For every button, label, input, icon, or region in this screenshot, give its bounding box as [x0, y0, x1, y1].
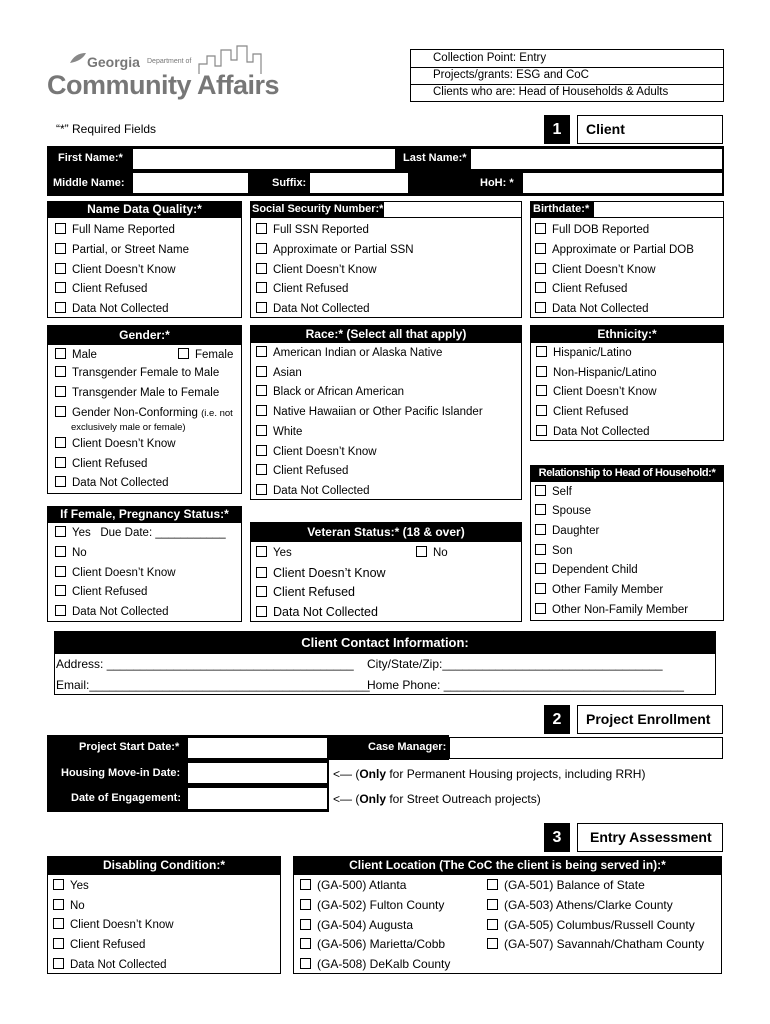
- name-dq-option[interactable]: Full Name Reported: [55, 223, 175, 236]
- checkbox-icon: [55, 476, 66, 487]
- checkbox-icon: [256, 484, 267, 495]
- pregnancy-option[interactable]: Data Not Collected: [55, 605, 169, 618]
- checkbox-icon: [300, 958, 311, 969]
- disabling-option[interactable]: Client Doesn’t Know: [53, 918, 174, 931]
- collection-info-box: [410, 49, 724, 102]
- middle-name-input[interactable]: [132, 172, 249, 194]
- ssn-option[interactable]: Client Doesn’t Know: [256, 263, 377, 276]
- location-option[interactable]: (GA-501) Balance of State: [487, 878, 645, 892]
- section-number: 1: [544, 115, 570, 144]
- last-name-label: Last Name:*: [403, 152, 467, 164]
- checkbox-icon: [55, 366, 66, 377]
- checkbox-icon: [535, 544, 546, 555]
- hoh-label: HoH: *: [480, 177, 514, 189]
- veteran-title: Veteran Status:* (18 & over): [250, 522, 522, 542]
- race-option[interactable]: Data Not Collected: [256, 484, 370, 497]
- suffix-label: Suffix:: [272, 177, 307, 189]
- gender-option[interactable]: Transgender Male to Female: [55, 386, 219, 399]
- last-name-input[interactable]: [470, 148, 723, 170]
- checkbox-icon: [535, 243, 546, 254]
- checkbox-icon: [55, 263, 66, 274]
- checkbox-icon: [535, 504, 546, 515]
- city-state-zip-field[interactable]: City/State/Zip:_________________________________: [367, 657, 663, 671]
- name-dq-option[interactable]: Client Doesn’t Know: [55, 263, 176, 276]
- checkbox-icon: [256, 346, 267, 357]
- checkbox-icon: [536, 346, 547, 357]
- relationship-option[interactable]: Daughter: [535, 524, 599, 537]
- ssn-title: Social Security Number:*: [252, 203, 384, 215]
- name-dq-option[interactable]: Data Not Collected: [55, 302, 169, 315]
- first-name-input[interactable]: [132, 148, 396, 170]
- checkbox-icon: [487, 938, 498, 949]
- checkbox-icon: [256, 282, 267, 293]
- relationship-option[interactable]: Other Non-Family Member: [535, 603, 688, 616]
- disabling-option[interactable]: Client Refused: [53, 938, 145, 951]
- move-in-label: Housing Move-in Date:: [61, 767, 181, 779]
- checkbox-icon: [178, 348, 189, 359]
- checkbox-icon: [55, 437, 66, 448]
- checkbox-icon: [55, 605, 66, 616]
- race-option[interactable]: Client Refused: [256, 464, 348, 477]
- checkbox-icon: [256, 445, 267, 456]
- info-line: Projects/grants: ESG and CoC: [433, 69, 589, 81]
- checkbox-icon: [256, 586, 267, 597]
- veteran-option[interactable]: Client Refused: [256, 585, 355, 599]
- section-title: Entry Assessment: [577, 823, 723, 852]
- checkbox-icon: [55, 223, 66, 234]
- disabling-option[interactable]: Data Not Collected: [53, 958, 167, 971]
- location-option[interactable]: (GA-506) Marietta/Cobb: [300, 937, 445, 951]
- ethnicity-option[interactable]: Client Refused: [536, 405, 628, 418]
- home-phone-field[interactable]: Home Phone: ____________________________________: [367, 678, 684, 692]
- checkbox-icon: [535, 524, 546, 535]
- checkbox-icon: [55, 457, 66, 468]
- ethnicity-option[interactable]: Non-Hispanic/Latino: [536, 366, 657, 379]
- gender-title: Gender:*: [47, 325, 242, 345]
- race-title: Race:* (Select all that apply): [250, 325, 522, 343]
- checkbox-icon: [487, 879, 498, 890]
- email-field[interactable]: Email:__________________________________________: [56, 678, 370, 692]
- birthdate-option[interactable]: Client Doesn’t Know: [535, 263, 656, 276]
- hoh-input[interactable]: [522, 172, 723, 194]
- location-option[interactable]: (GA-505) Columbus/Russell County: [487, 918, 695, 932]
- location-option[interactable]: (GA-508) DeKalb County: [300, 957, 450, 971]
- checkbox-icon: [256, 302, 267, 313]
- disabling-option[interactable]: No: [53, 899, 85, 912]
- location-option[interactable]: (GA-507) Savannah/Chatham County: [487, 937, 704, 951]
- birthdate-option[interactable]: Data Not Collected: [535, 302, 649, 315]
- checkbox-icon: [53, 938, 64, 949]
- middle-name-label: Middle Name:: [53, 177, 125, 189]
- checkbox-icon: [536, 425, 547, 436]
- move-in-input[interactable]: [187, 762, 328, 784]
- pregnancy-option[interactable]: Client Refused: [55, 585, 147, 598]
- case-manager-input[interactable]: [449, 737, 723, 759]
- checkbox-icon: [536, 385, 547, 396]
- checkbox-icon: [256, 606, 267, 617]
- race-option[interactable]: Black or African American: [256, 385, 404, 398]
- checkbox-icon: [300, 938, 311, 949]
- section-number: 2: [544, 705, 570, 734]
- checkbox-icon: [55, 386, 66, 397]
- birthdate-option[interactable]: Approximate or Partial DOB: [535, 243, 694, 256]
- info-line: Collection Point: Entry: [433, 52, 547, 64]
- location-title: Client Location (The CoC the client is being served in):*: [293, 856, 722, 875]
- checkbox-icon: [55, 406, 66, 417]
- checkbox-icon: [256, 223, 267, 234]
- disabling-option[interactable]: Yes: [53, 879, 89, 892]
- checkbox-icon: [300, 879, 311, 890]
- birthdate-input[interactable]: [593, 201, 724, 218]
- ssn-option[interactable]: Client Refused: [256, 282, 348, 295]
- address-field[interactable]: Address: _____________________________________: [56, 657, 354, 671]
- gender-option[interactable]: Transgender Female to Male: [55, 366, 219, 379]
- checkbox-icon: [55, 526, 66, 537]
- info-line: Clients who are: Head of Households & Adults: [433, 86, 669, 98]
- checkbox-icon: [536, 405, 547, 416]
- pregnancy-option[interactable]: Client Doesn’t Know: [55, 566, 176, 579]
- checkbox-icon: [536, 366, 547, 377]
- checkbox-icon: [53, 899, 64, 910]
- ssn-option[interactable]: Full SSN Reported: [256, 223, 369, 236]
- pregnancy-title: If Female, Pregnancy Status:*: [47, 506, 242, 523]
- location-option[interactable]: (GA-503) Athens/Clarke County: [487, 898, 673, 912]
- name-data-quality-box: [47, 201, 242, 318]
- ethnicity-option[interactable]: Data Not Collected: [536, 425, 650, 438]
- veteran-option[interactable]: Data Not Collected: [256, 605, 378, 619]
- checkbox-icon: [53, 918, 64, 929]
- checkbox-icon: [300, 919, 311, 930]
- race-option[interactable]: White: [256, 425, 302, 438]
- checkbox-icon: [535, 223, 546, 234]
- engagement-input[interactable]: [187, 787, 328, 810]
- checkbox-icon: [535, 603, 546, 614]
- gender-female-option[interactable]: Female: [178, 348, 233, 361]
- required-fields-note: “*” Required Fields: [56, 122, 157, 136]
- checkbox-icon: [256, 425, 267, 436]
- relationship-option[interactable]: Son: [535, 544, 572, 557]
- gender-gnc-note: exclusively male or female): [71, 422, 186, 433]
- ethnicity-title: Ethnicity:*: [530, 325, 724, 343]
- ethnicity-option[interactable]: Hispanic/Latino: [536, 346, 632, 359]
- checkbox-icon: [55, 348, 66, 359]
- race-option[interactable]: Client Doesn’t Know: [256, 445, 377, 458]
- checkbox-icon: [256, 243, 267, 254]
- checkbox-icon: [256, 366, 267, 377]
- checkbox-icon: [256, 385, 267, 396]
- location-option[interactable]: (GA-504) Augusta: [300, 918, 413, 932]
- checkbox-icon: [53, 879, 64, 890]
- pregnancy-option[interactable]: No: [55, 546, 87, 559]
- engagement-note: <— (Only for Street Outreach projects): [333, 792, 541, 806]
- logo-community-affairs: Community Affairs: [47, 70, 280, 100]
- checkbox-icon: [55, 282, 66, 293]
- veteran-no-option[interactable]: No: [416, 546, 448, 559]
- checkbox-icon: [535, 282, 546, 293]
- ssn-input[interactable]: [383, 201, 522, 218]
- gender-option[interactable]: Data Not Collected: [55, 476, 169, 489]
- checkbox-icon: [535, 302, 546, 313]
- gender-option[interactable]: Client Refused: [55, 457, 147, 470]
- logo-georgia: Georgia: [87, 54, 140, 70]
- section-title: Client: [577, 115, 723, 144]
- checkbox-icon: [300, 899, 311, 910]
- location-option[interactable]: (GA-500) Atlanta: [300, 878, 406, 892]
- checkbox-icon: [256, 405, 267, 416]
- ssn-box: [250, 201, 522, 318]
- gender-option[interactable]: Gender Non-Conforming (i.e. not: [55, 406, 233, 419]
- veteran-yes-option[interactable]: Yes: [256, 546, 292, 559]
- race-option[interactable]: American Indian or Alaska Native: [256, 346, 442, 359]
- race-option[interactable]: Native Hawaiian or Other Pacific Islander: [256, 405, 483, 418]
- case-manager-label: Case Manager:: [368, 741, 447, 753]
- checkbox-icon: [256, 464, 267, 475]
- checkbox-icon: [55, 302, 66, 313]
- checkbox-icon: [487, 919, 498, 930]
- checkbox-icon: [535, 583, 546, 594]
- ethnicity-option[interactable]: Client Doesn’t Know: [536, 385, 657, 398]
- name-dq-option[interactable]: Partial, or Street Name: [55, 243, 189, 256]
- checkbox-icon: [487, 899, 498, 910]
- relationship-option[interactable]: Dependent Child: [535, 563, 638, 576]
- ssn-option[interactable]: Approximate or Partial SSN: [256, 243, 414, 256]
- contact-title: Client Contact Information:: [54, 631, 716, 654]
- logo-department: Department of: [147, 58, 192, 65]
- move-in-note: <— (Only for Permanent Housing projects, including RRH): [333, 767, 646, 781]
- relationship-title: Relationship to Head of Household:*: [530, 465, 724, 482]
- checkbox-icon: [55, 566, 66, 577]
- section-number: 3: [544, 823, 570, 852]
- checkbox-icon: [256, 546, 267, 557]
- ssn-option[interactable]: Data Not Collected: [256, 302, 370, 315]
- suffix-input[interactable]: [309, 172, 409, 194]
- birthdate-title: Birthdate:*: [533, 203, 590, 215]
- gender-option[interactable]: Client Doesn’t Know: [55, 437, 176, 450]
- checkbox-icon: [55, 243, 66, 254]
- name-dq-option[interactable]: Client Refused: [55, 282, 147, 295]
- checkbox-icon: [53, 958, 64, 969]
- race-option[interactable]: Asian: [256, 366, 302, 379]
- birthdate-box: [530, 201, 724, 318]
- veteran-option[interactable]: Client Doesn’t Know: [256, 566, 386, 580]
- checkbox-icon: [256, 263, 267, 274]
- relationship-option[interactable]: Other Family Member: [535, 583, 663, 596]
- checkbox-icon: [535, 263, 546, 274]
- first-name-label: First Name:*: [58, 152, 123, 164]
- birthdate-option[interactable]: Full DOB Reported: [535, 223, 649, 236]
- disabling-title: Disabling Condition:*: [47, 856, 281, 875]
- logo: [47, 44, 280, 108]
- georgia-leaf-icon: [69, 52, 87, 64]
- due-date-field[interactable]: Due Date: ___________: [100, 527, 226, 539]
- project-start-input[interactable]: [187, 737, 328, 759]
- checkbox-icon: [55, 585, 66, 596]
- relationship-option[interactable]: Spouse: [535, 504, 591, 517]
- birthdate-option[interactable]: Client Refused: [535, 282, 627, 295]
- checkbox-icon: [416, 546, 427, 557]
- pregnancy-yes-option[interactable]: Yes Due Date: ___________: [55, 526, 226, 539]
- checkbox-icon: [256, 567, 267, 578]
- checkbox-icon: [535, 563, 546, 574]
- relationship-option[interactable]: Self: [535, 485, 572, 498]
- project-start-label: Project Start Date:*: [79, 741, 180, 753]
- location-option[interactable]: (GA-502) Fulton County: [300, 898, 444, 912]
- name-data-quality-title: Name Data Quality:*: [47, 201, 242, 218]
- gender-male-option[interactable]: Male: [55, 348, 97, 361]
- section-title: Project Enrollment: [577, 705, 723, 734]
- checkbox-icon: [55, 546, 66, 557]
- engagement-label: Date of Engagement:: [71, 792, 182, 804]
- checkbox-icon: [535, 485, 546, 496]
